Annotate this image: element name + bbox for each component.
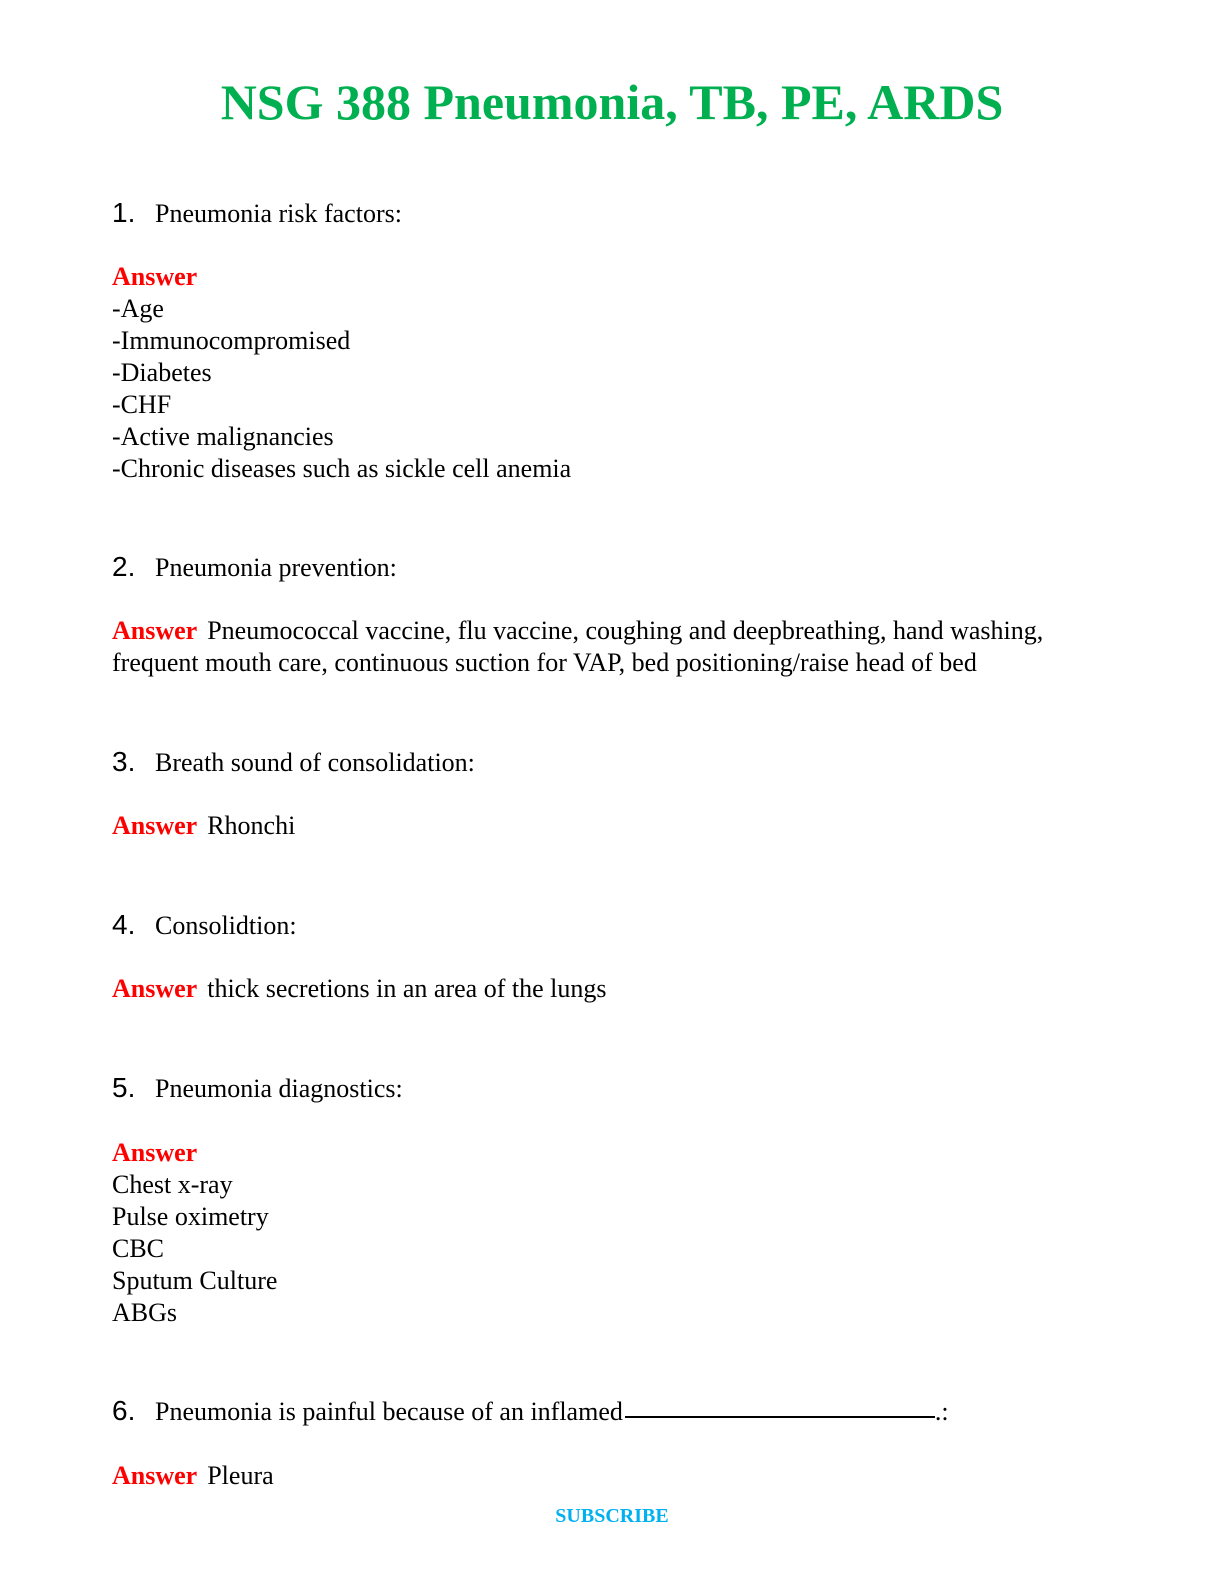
- question-number: 1.: [112, 197, 136, 228]
- answer-text: thick secretions in an area of the lungs: [207, 974, 607, 1003]
- answer-list-item: Chest x-ray: [112, 1170, 233, 1199]
- question-2: [112, 551, 397, 584]
- answer-1: [112, 261, 571, 485]
- question-text: Breath sound of consolidation:: [155, 748, 475, 777]
- question-text: Consolidtion:: [155, 911, 297, 940]
- answer-2: [112, 615, 1112, 679]
- question-4: [112, 909, 297, 942]
- answer-list-item: -CHF: [112, 390, 172, 419]
- question-suffix: .:: [934, 1397, 949, 1426]
- answer-list-item: -Age: [112, 294, 164, 323]
- answer-list-item: Sputum Culture: [112, 1266, 278, 1295]
- answer-list-item: Pulse oximetry: [112, 1202, 269, 1231]
- answer-label: Answer: [112, 811, 198, 840]
- question-5: [112, 1072, 403, 1105]
- answer-6: [112, 1460, 274, 1492]
- question-number: 5.: [112, 1072, 136, 1103]
- question-text: Pneumonia is painful because of an inflamed: [155, 1397, 623, 1426]
- subscribe-link[interactable]: SUBSCRIBE: [555, 1505, 669, 1527]
- answer-list-item: -Immunocompromised: [112, 326, 351, 355]
- question-text: Pneumonia risk factors:: [155, 199, 402, 228]
- question-text: Pneumonia prevention:: [155, 553, 397, 582]
- answer-list-item: -Chronic diseases such as sickle cell anemia: [112, 454, 572, 483]
- answer-text: Pleura: [207, 1461, 274, 1490]
- question-text: Pneumonia diagnostics:: [155, 1074, 403, 1103]
- answer-text: Rhonchi: [207, 811, 296, 840]
- answer-label: Answer: [112, 1461, 198, 1490]
- answer-list-item: CBC: [112, 1234, 165, 1263]
- document-title: NSG 388 Pneumonia, TB, PE, ARDS: [220, 74, 1004, 130]
- question-3: [112, 746, 475, 779]
- fill-in-blank: [625, 1416, 935, 1418]
- answer-label: Answer: [112, 616, 198, 645]
- answer-label: Answer: [112, 262, 198, 291]
- question-number: 3.: [112, 746, 136, 777]
- question-number: 6.: [112, 1395, 136, 1426]
- answer-5: [112, 1137, 277, 1329]
- question-number: 4.: [112, 909, 136, 940]
- question-number: 2.: [112, 551, 136, 582]
- answer-label: Answer: [112, 1138, 198, 1167]
- answer-text: Pneumococcal vaccine, flu vaccine, coughing and deepbreathing, hand washing, frequent mouth care, continuous suction for VAP, bed positioning/raise head of bed: [112, 616, 1044, 677]
- answer-4: [112, 973, 606, 1005]
- answer-list-item: ABGs: [112, 1298, 178, 1327]
- question-1: [112, 197, 402, 230]
- answer-label: Answer: [112, 974, 198, 1003]
- answer-3: [112, 810, 295, 842]
- question-6: [112, 1395, 949, 1428]
- answer-list-item: -Diabetes: [112, 358, 212, 387]
- answer-list-item: -Active malignancies: [112, 422, 334, 451]
